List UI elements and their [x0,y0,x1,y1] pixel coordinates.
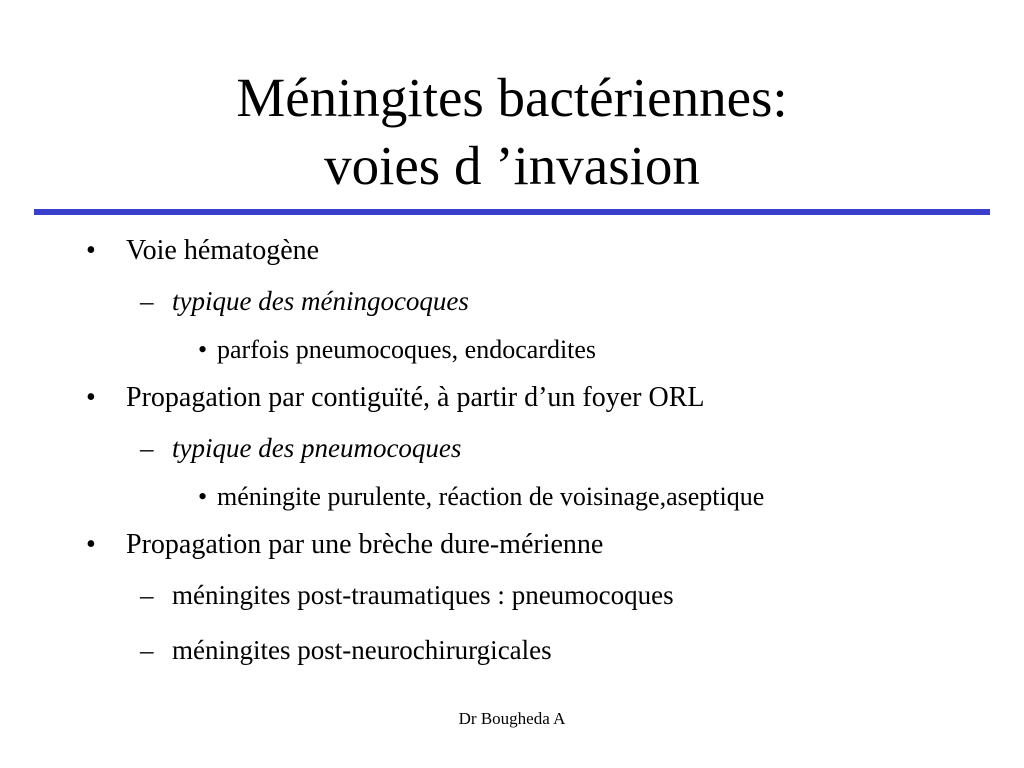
bullet-marker: • [86,529,96,560]
bullet-marker: • [86,382,96,413]
bullet-marker: • [198,335,208,364]
list-item-level1: Propagation par une brèche dure-mérienne [126,529,604,560]
bullet-marker: • [86,235,96,266]
list-item-level2: typique des méningocoques [172,286,469,316]
slide-title-line-1: Méningites bactériennes: [236,67,788,128]
slide-title-line-2: voies d ’invasion [324,135,700,196]
slide-footer: Dr Bougheda A [458,709,566,728]
dash-marker: – [140,635,154,665]
list-item-level2: méningites post-traumatiques : pneumocoques [172,580,674,610]
slide-title [0,64,1024,200]
dash-marker: – [140,433,154,463]
list-item-level2: méningites post-neurochirurgicales [172,635,552,665]
list-item-level2: typique des pneumocoques [172,433,462,463]
list-item-level1: Propagation par contiguïté, à partir d’un foyer ORL [126,382,705,413]
dash-marker: – [140,286,154,316]
list-item-level3: parfois pneumocoques, endocardites [217,335,597,364]
list-item-level1: Voie hématogène [126,235,320,266]
dash-marker: – [140,580,154,610]
title-divider [34,209,990,215]
bullet-marker: • [198,482,208,511]
list-item-level3: méningite purulente, réaction de voisinage,aseptique [217,482,765,511]
